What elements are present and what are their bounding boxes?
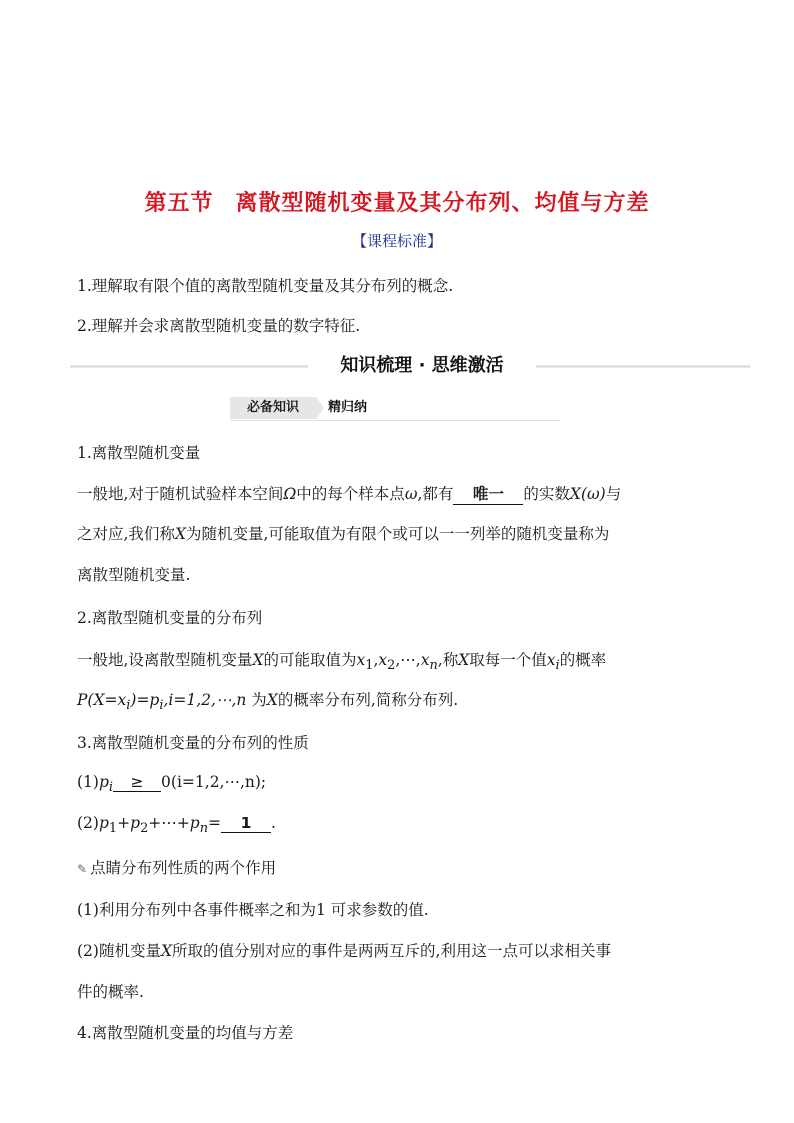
sec1-paragraph-line3: 离散型随机变量. bbox=[77, 566, 191, 584]
pencil-icon: ✎ bbox=[77, 862, 88, 876]
sec1-paragraph-line2: 之对应,我们称X为随机变量,可能取值为有限个或可以一一列举的随机变量称为 bbox=[77, 525, 610, 543]
sec3-condition-2: $(2)p_1+p_2+\cdots+p_n= 1$ . bbox=[77, 814, 276, 837]
blank-one: 1 bbox=[221, 814, 271, 833]
tag-sub: 精归纳 bbox=[328, 400, 368, 415]
standard-item-2: 2.理解并会求离散型随机变量的数字特征. bbox=[77, 317, 361, 335]
sec2-paragraph-line2: $P(X=x_i)=p_i,i=1,2,\cdots,n$ 为X的概率分布列,简称分布列. bbox=[77, 691, 459, 714]
section-banner bbox=[70, 351, 750, 379]
page-title bbox=[0, 186, 794, 217]
tag-underline bbox=[230, 420, 560, 421]
banner-title: 知识梳理 · 思维激活 bbox=[340, 355, 504, 376]
blank-unique: 唯一 bbox=[453, 482, 523, 505]
section-title: 离散型随机变量及其分布列、均值与方差 bbox=[235, 191, 650, 216]
sec1-heading: 1.离散型随机变量 bbox=[77, 444, 201, 462]
tag-arrow bbox=[316, 397, 324, 419]
sec2-heading: 2.离散型随机变量的分布列 bbox=[77, 609, 263, 627]
banner-rule-right bbox=[536, 365, 750, 368]
sec3-heading: 3.离散型随机变量的分布列的性质 bbox=[77, 734, 309, 752]
note-heading: ✎ 点睛分布列性质的两个作用 bbox=[77, 859, 277, 877]
section-number: 第五节 bbox=[144, 191, 214, 216]
tag-main: 必备知识 bbox=[230, 397, 316, 419]
banner-rule-left bbox=[70, 365, 308, 368]
note-item-2-cont: 件的概率. bbox=[77, 983, 144, 1001]
course-standard-label: 【课程标准】 bbox=[351, 232, 442, 250]
sec2-paragraph-line1: 一般地,设离散型随机变量X的可能取值为$x_1,x_2,\cdots,x_n$,称X取每一个值$x_i$的概率 bbox=[77, 651, 607, 674]
sec1-paragraph-line1: 一般地,对于随机试验样本空间Ω中的每个样本点ω,都有 唯一 的实数X(ω)与 bbox=[77, 482, 621, 505]
blank-ge: ≥ bbox=[113, 773, 161, 792]
knowledge-tag bbox=[230, 397, 560, 421]
sec3-condition-1: $(1)p_i$ ≥ 0(i=1,2,⋯,n); bbox=[77, 773, 267, 796]
note-item-1: (1)利用分布列中各事件概率之和为1 可求参数的值. bbox=[77, 901, 429, 919]
note-item-2: (2)随机变量X所取的值分别对应的事件是两两互斥的,利用这一点可以求相关事 bbox=[77, 942, 611, 960]
standard-item-1: 1.理解取有限个值的离散型随机变量及其分布列的概念. bbox=[77, 277, 454, 295]
sec4-heading: 4.离散型随机变量的均值与方差 bbox=[77, 1024, 294, 1042]
